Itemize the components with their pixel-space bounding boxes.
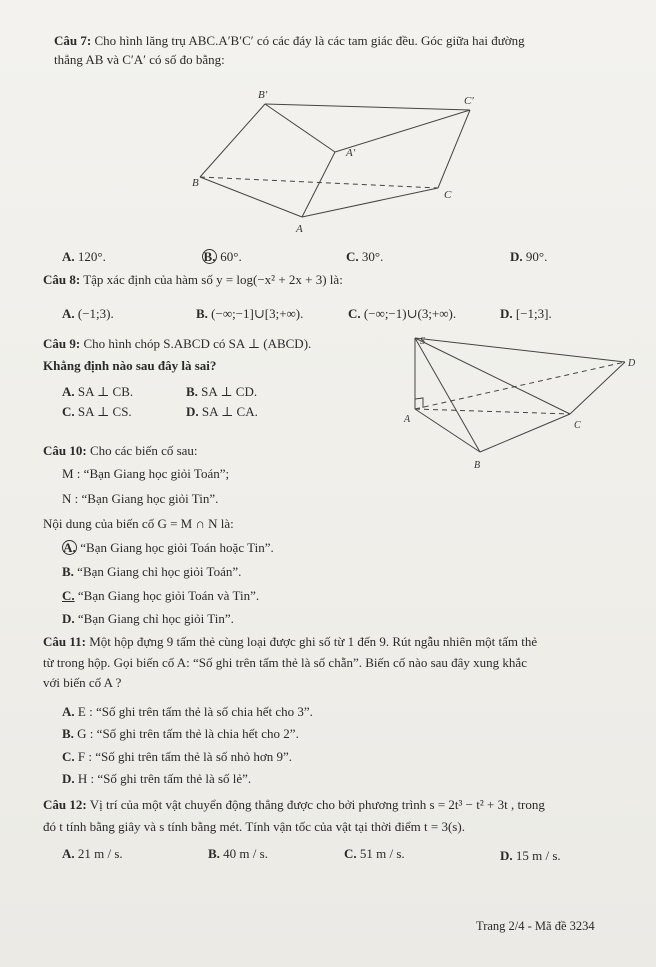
q12-line2: đó t tính bằng giây và s tính bằng mét. Tính vận tốc của vật tại thời điểm t = 3(s). xyxy=(43,819,465,834)
label-A: A xyxy=(296,223,303,235)
page-footer: Trang 2/4 - Mã đề 3234 xyxy=(476,919,595,933)
q8-option-a: A. (−1;3). xyxy=(62,306,114,321)
q8-option-c: C. (−∞;−1)∪(3;+∞). xyxy=(348,306,457,321)
pyramid-figure xyxy=(380,332,640,482)
q9-line2: Khẳng định nào sau đây là sai? xyxy=(43,358,217,373)
q11-option-a: A. E : “Số ghi trên tấm thẻ là số chia hết cho 3”. xyxy=(62,704,313,719)
q7-option-b: B. 60°. xyxy=(203,249,242,264)
q7-line2: thẳng AB và C′A′ có số đo bằng: xyxy=(54,52,225,67)
q9-option-c: C. SA ⊥ CS. xyxy=(62,404,132,419)
q11-line1: Câu 11: Một hộp đựng 9 tấm thẻ cùng loại được ghi số từ 1 đến 9. Rút ngẫu nhiên một tấm thẻ xyxy=(43,634,538,649)
q8-option-d: D. [−1;3]. xyxy=(500,306,552,321)
label-A1: A′ xyxy=(346,147,356,159)
q12-option-a: A. 21 m / s. xyxy=(62,846,123,861)
q10-line1: Câu 10: Cho các biến cố sau: xyxy=(43,443,198,458)
q9-option-a: A. SA ⊥ CB. xyxy=(62,384,134,399)
label-C: C xyxy=(574,420,581,431)
q7-option-d: D. 90°. xyxy=(510,249,548,264)
q9-option-b: B. SA ⊥ CD. xyxy=(186,384,258,399)
q10-option-b: B. “Bạn Giang chỉ học giỏi Toán”. xyxy=(62,564,242,579)
label-A: A xyxy=(404,414,411,425)
q10-line4: Nội dung của biến cố G = M ∩ N là: xyxy=(43,516,234,531)
q12-option-c: C. 51 m / s. xyxy=(344,846,405,861)
q11-option-d: D. H : “Số ghi trên tấm thẻ là số lẻ”. xyxy=(62,771,252,786)
q8-option-b: B. (−∞;−1]∪[3;+∞). xyxy=(196,306,304,321)
q10-option-c: C. “Bạn Giang học giỏi Toán và Tin”. xyxy=(62,588,260,603)
q11-option-c: C. F : “Số ghi trên tấm thẻ là số nhỏ hơn 9”. xyxy=(62,749,293,764)
q7-option-a: A. 120°. xyxy=(62,249,106,264)
q7-option-c: C. 30°. xyxy=(346,249,384,264)
label-C1: C′ xyxy=(464,95,474,107)
q9-option-d: D. SA ⊥ CA. xyxy=(186,404,258,419)
label-B: B xyxy=(474,460,481,471)
q12-option-b: B. 40 m / s. xyxy=(208,846,268,861)
q11-line2: từ trong hộp. Gọi biến cố A: “Số ghi trên tấm thẻ là số chẵn”. Biến cố nào sau đây xung khắc xyxy=(43,655,527,670)
q11-line3: với biến cố A ? xyxy=(43,675,122,690)
q10-event-n: N : “Bạn Giang học giỏi Tin”. xyxy=(62,491,219,506)
label-C: C xyxy=(444,189,452,201)
q11-option-b: B. G : “Số ghi trên tấm thẻ là chia hết cho 2”. xyxy=(62,726,299,741)
q12-line1: Câu 12: Vị trí của một vật chuyển động thẳng được cho bởi phương trình s = 2t³ − t² + 3t , trong xyxy=(43,797,545,812)
label-D: D xyxy=(628,358,636,369)
q10-option-d: D. “Bạn Giang chỉ học giỏi Tin”. xyxy=(62,611,234,626)
q7-line1: Câu 7: Cho hình lăng trụ ABC.A′B′C′ có các đáy là các tam giác đều. Góc giữa hai đường xyxy=(54,33,525,48)
q9-line1: Câu 9: Cho hình chóp S.ABCD có SA ⊥ (ABCD). xyxy=(43,336,312,351)
label-B: B xyxy=(192,177,199,189)
prism-figure xyxy=(180,82,500,242)
label-S: S xyxy=(420,336,425,347)
q12-option-d: D. 15 m / s. xyxy=(500,848,561,863)
label-B1: B′ xyxy=(258,89,268,101)
q10-event-m: M : “Bạn Giang học giỏi Toán”; xyxy=(62,466,230,481)
q10-option-a: A. “Bạn Giang học giỏi Toán hoặc Tin”. xyxy=(63,540,274,555)
q8-line1: Câu 8: Tập xác định của hàm số y = log(−x² + 2x + 3) là: xyxy=(43,272,343,287)
